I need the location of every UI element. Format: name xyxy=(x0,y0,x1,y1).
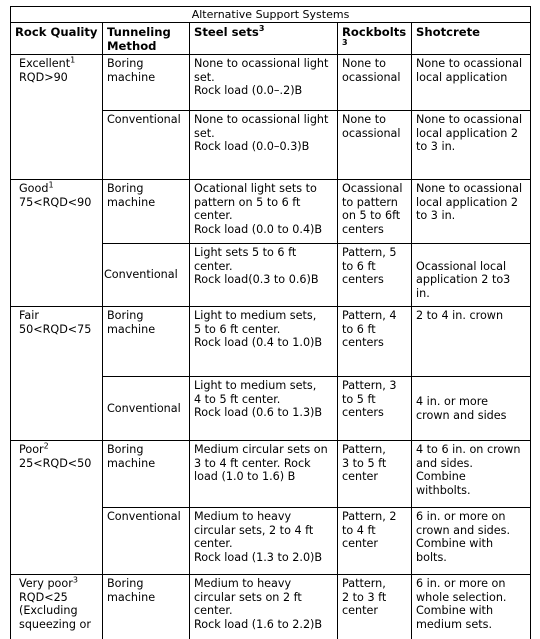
steel-sets-cell: None to ocassional light set. Rock load (0.0–.2)B xyxy=(190,55,338,111)
table-caption: Alternative Support Systems xyxy=(11,7,531,23)
shotcrete-cell: 4 to 6 in. on crown and sides. Combine withbolts. xyxy=(412,441,531,508)
quality-footnote: 1 xyxy=(70,55,75,64)
quality-footnote: 1 xyxy=(48,180,53,189)
quality-name: Excellent xyxy=(19,57,70,70)
steel-sets-cell: Light sets 5 to 6 ft center. Rock load(0.3 to 0.6)B xyxy=(190,244,338,307)
quality-range: RQD<25 (Excluding squeezing or xyxy=(19,591,91,631)
shotcrete-cell: None to ocassional local application 2 to 3 in. xyxy=(412,111,531,180)
rock-quality-cell xyxy=(11,55,103,180)
steel-sets-cell: None to ocassional light set. Rock load (0.0–0.3)B xyxy=(190,111,338,180)
tunneling-method-cell: Boring machine xyxy=(103,55,190,111)
rockbolts-cell: Pattern, 3 to 5 ft centers xyxy=(338,377,412,441)
rockbolts-cell: Pattern, 4 to 6 ft centers xyxy=(338,307,412,377)
rockbolts-cell: Pattern, 2 to 3 ft center xyxy=(338,575,412,639)
tunneling-method-cell: Boring machine xyxy=(103,307,190,377)
header-tunneling-method: Tunneling Method xyxy=(103,23,190,55)
rock-quality-cell xyxy=(11,307,103,441)
rock-quality-cell xyxy=(11,575,103,639)
tunneling-method-cell: Conventional xyxy=(103,508,190,575)
shotcrete-cell: 6 in. or more on crown and sides. Combine with bolts. xyxy=(412,508,531,575)
rockbolts-cell: None to ocassional xyxy=(338,55,412,111)
quality-range: 75<RQD<90 xyxy=(19,196,91,209)
quality-range: 50<RQD<75 xyxy=(19,323,91,336)
steel-sets-cell: Light to medium sets, 4 to 5 ft center. Rock load (0.6 to 1.3)B xyxy=(190,377,338,441)
quality-range: RQD>90 xyxy=(19,71,68,84)
shotcrete-cell: None to ocassional local application xyxy=(412,55,531,111)
rock-quality-cell xyxy=(11,180,103,307)
steel-sets-cell: Medium to heavy circular sets on 2 ft center. Rock load (1.6 to 2.2)B xyxy=(190,575,338,639)
table-row xyxy=(11,55,531,111)
tunneling-method-cell: Boring machine xyxy=(103,441,190,508)
quality-footnote: 3 xyxy=(73,575,78,584)
header-shotcrete: Shotcrete xyxy=(412,23,531,55)
quality-name: Very poor xyxy=(19,577,73,590)
header-steel-footnote: 3 xyxy=(259,24,265,33)
quality-name: Good xyxy=(19,182,48,195)
table-row xyxy=(11,441,531,508)
rock-quality-cell xyxy=(11,441,103,575)
tunneling-method-cell: Boring machine xyxy=(103,575,190,639)
rockbolts-cell: Ocassional to pattern on 5 to 6ft centers xyxy=(338,180,412,244)
tunneling-method-cell: Conventional xyxy=(103,111,190,180)
header-rockbolts xyxy=(338,23,412,55)
table-row xyxy=(11,307,531,377)
quality-footnote: 2 xyxy=(44,441,49,450)
header-steel-sets xyxy=(190,23,338,55)
header-rock-quality: Rock Quality xyxy=(11,23,103,55)
support-systems-table xyxy=(10,6,531,639)
steel-sets-cell: Medium circular sets on 3 to 4 ft center. Rock load (1.0 to 1.6) B xyxy=(190,441,338,508)
shotcrete-cell: 2 to 4 in. crown xyxy=(412,307,531,377)
header-row xyxy=(11,23,531,55)
rockbolts-cell: Pattern, 3 to 5 ft center xyxy=(338,441,412,508)
tunneling-method-cell: Conventional xyxy=(103,377,190,441)
table-row xyxy=(11,180,531,244)
shotcrete-cell: None to ocassional local application 2 to 3 in. xyxy=(412,180,531,244)
steel-sets-cell: Ocational light sets to pattern on 5 to 6 ft center. Rock load (0.0 to 0.4)B xyxy=(190,180,338,244)
tunneling-method-cell: Conventional xyxy=(103,244,190,307)
header-rockbolts-footnote: 3 xyxy=(342,38,348,47)
rockbolts-cell: Pattern, 2 to 4 ft center xyxy=(338,508,412,575)
quality-name: Poor xyxy=(19,443,44,456)
quality-name: Fair xyxy=(19,309,39,322)
header-rockbolts-label: Rockbolts xyxy=(342,25,406,39)
shotcrete-cell: Ocassional local application 2 to3 in. xyxy=(412,244,531,307)
shotcrete-cell: 4 in. or more crown and sides xyxy=(412,377,531,441)
quality-range: 25<RQD<50 xyxy=(19,457,91,470)
rockbolts-cell: None to ocassional xyxy=(338,111,412,180)
shotcrete-cell: 6 in. or more on whole selection. Combine with medium sets. xyxy=(412,575,531,639)
caption-row xyxy=(11,7,531,23)
table-row xyxy=(11,575,531,639)
steel-sets-cell: Medium to heavy circular sets, 2 to 4 ft center. Rock load (1.3 to 2.0)B xyxy=(190,508,338,575)
header-steel-label: Steel sets xyxy=(194,25,259,39)
tunneling-method-cell: Boring machine xyxy=(103,180,190,244)
rockbolts-cell: Pattern, 5 to 6 ft centers xyxy=(338,244,412,307)
steel-sets-cell: Light to medium sets, 5 to 6 ft center. Rock load (0.4 to 1.0)B xyxy=(190,307,338,377)
